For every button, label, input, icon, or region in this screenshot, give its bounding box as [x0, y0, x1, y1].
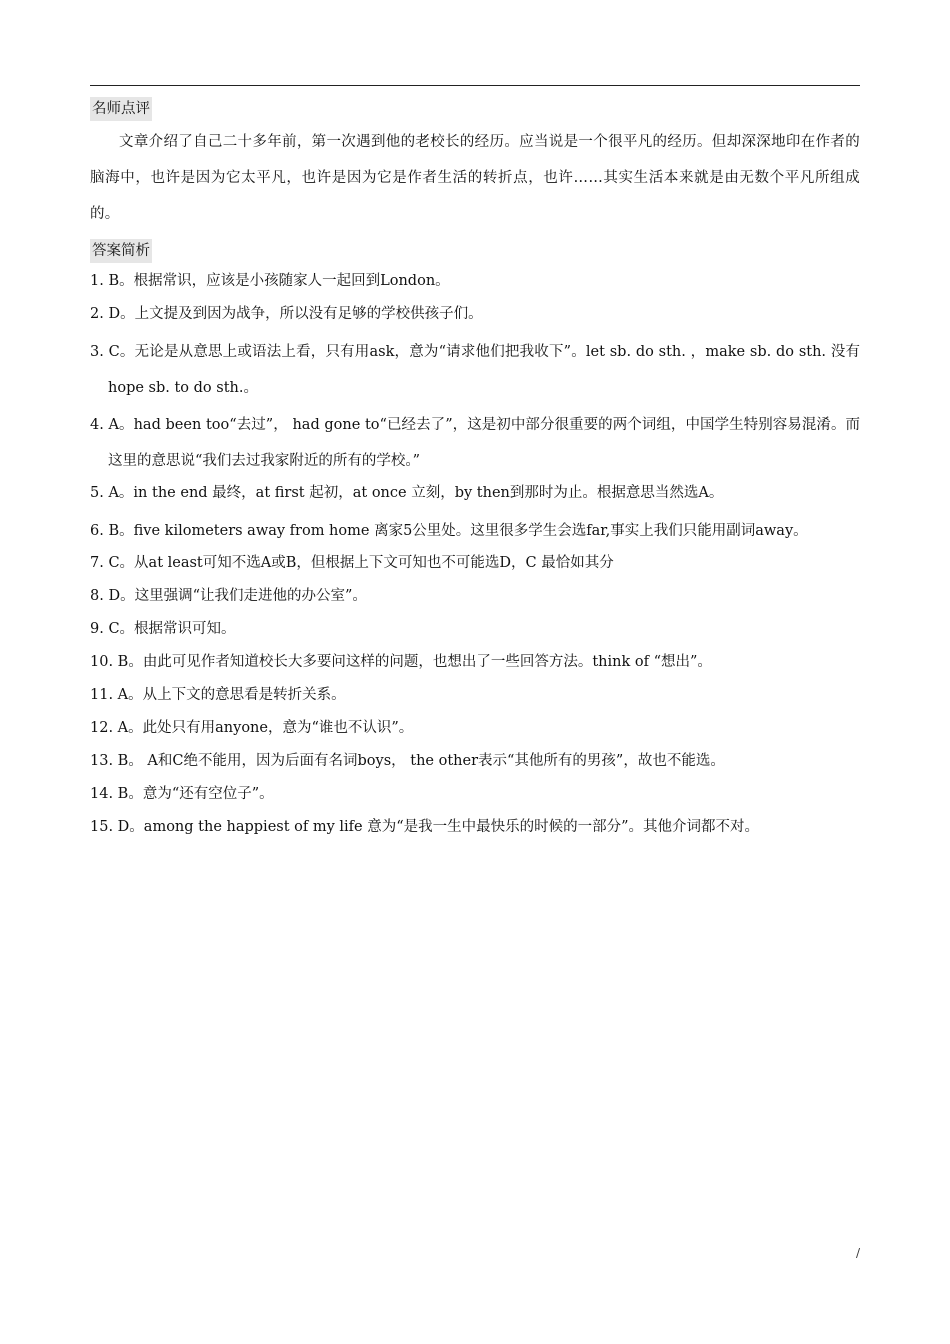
header-rule: [90, 85, 860, 86]
comment-paragraph: 文章介绍了自己二十多年前，第一次遇到他的老校长的经历。应当说是一个很平凡的经历。但却深深地印在作者的脑海中，也许是因为它太平凡，也许是因为它是作者生活的转折点，也许……其实生活本来就是由无数个平凡所组成的。: [90, 134, 860, 222]
answer-text: D。这里强调“让我们走进他的办公室”。: [108, 588, 367, 604]
comment-heading: 名师点评: [90, 97, 152, 121]
answer-number: 7.: [90, 555, 104, 571]
answer-number: 2.: [90, 306, 104, 322]
answer-item-7: [90, 550, 860, 576]
answer-text: C。无论是从意思上或语法上看，只有用ask，意为“请求他们把我收下”。let sb. do sth. ，make sb. do sth. 没有 hope sb. to do sth.。: [108, 344, 861, 396]
answer-number: 11.: [90, 687, 114, 703]
answer-item-1: [90, 268, 860, 294]
answer-item-15: [90, 814, 860, 840]
answer-item-11: [90, 682, 860, 708]
answer-number: 5.: [90, 485, 104, 501]
answer-text: A。此处只有用anyone，意为“谁也不认识”。: [117, 720, 414, 736]
answer-item-3: [90, 334, 860, 406]
answer-text: B。 A和C绝不能用，因为后面有名词boys， the other表示“其他所有的男孩”，故也不能选。: [117, 753, 725, 769]
answer-number: 13.: [90, 753, 114, 769]
answer-item-4: [90, 407, 860, 479]
answer-number: 8.: [90, 588, 104, 604]
answer-number: 6.: [90, 523, 104, 539]
answer-item-8: [90, 583, 860, 609]
answer-item-2: [90, 301, 860, 327]
answer-number: 4.: [90, 417, 104, 433]
answers-heading: 答案简析: [90, 239, 152, 263]
answer-number: 9.: [90, 621, 104, 637]
answer-list: [90, 268, 860, 840]
answer-item-10: [90, 649, 860, 675]
answer-item-6: [90, 513, 860, 549]
answer-text: D。上文提及到因为战争，所以没有足够的学校供孩子们。: [108, 306, 483, 322]
answer-item-9: [90, 616, 860, 642]
answer-text: B。意为“还有空位子”。: [117, 786, 274, 802]
answer-item-13: [90, 748, 860, 774]
content: [90, 96, 860, 847]
answer-number: 3.: [90, 344, 104, 360]
answer-number: 15.: [90, 819, 114, 835]
answer-text: B。five kilometers away from home 离家5公里处。这里很多学生会选far,事实上我们只能用副词away。: [108, 523, 808, 539]
page-mark: /: [856, 1246, 861, 1260]
answer-text: D。among the happiest of my life 意为“是我一生中最快乐的时候的一部分”。其他介词都不对。: [117, 819, 760, 835]
answer-number: 14.: [90, 786, 114, 802]
answer-item-5: [90, 480, 860, 506]
answer-number: 12.: [90, 720, 114, 736]
answer-text: C。根据常识可知。: [108, 621, 236, 637]
answer-number: 10.: [90, 654, 114, 670]
answer-text: B。由此可见作者知道校长大多要问这样的问题，也想出了一些回答方法。think of “想出”。: [117, 654, 712, 670]
answer-text: C。从at least可知不选A或B，但根据上下文可知也不可能选D，C 最恰如其分: [108, 555, 614, 571]
answer-number: 1.: [90, 273, 104, 289]
answer-text: A。in the end 最终，at first 起初，at once 立刻，by then到那时为止。根据意思当然选A。: [108, 485, 724, 501]
answer-text: A。从上下文的意思看是转折关系。: [117, 687, 346, 703]
answer-text: B。根据常识，应该是小孩随家人一起回到London。: [108, 273, 450, 289]
answer-text: A。had been too“去过”， had gone to“已经去了”，这是初中部分很重要的两个词组，中国学生特别容易混淆。而这里的意思说“我们去过我家附近的所有的学校。”: [108, 417, 861, 469]
answer-item-12: [90, 715, 860, 741]
answer-item-14: [90, 781, 860, 807]
